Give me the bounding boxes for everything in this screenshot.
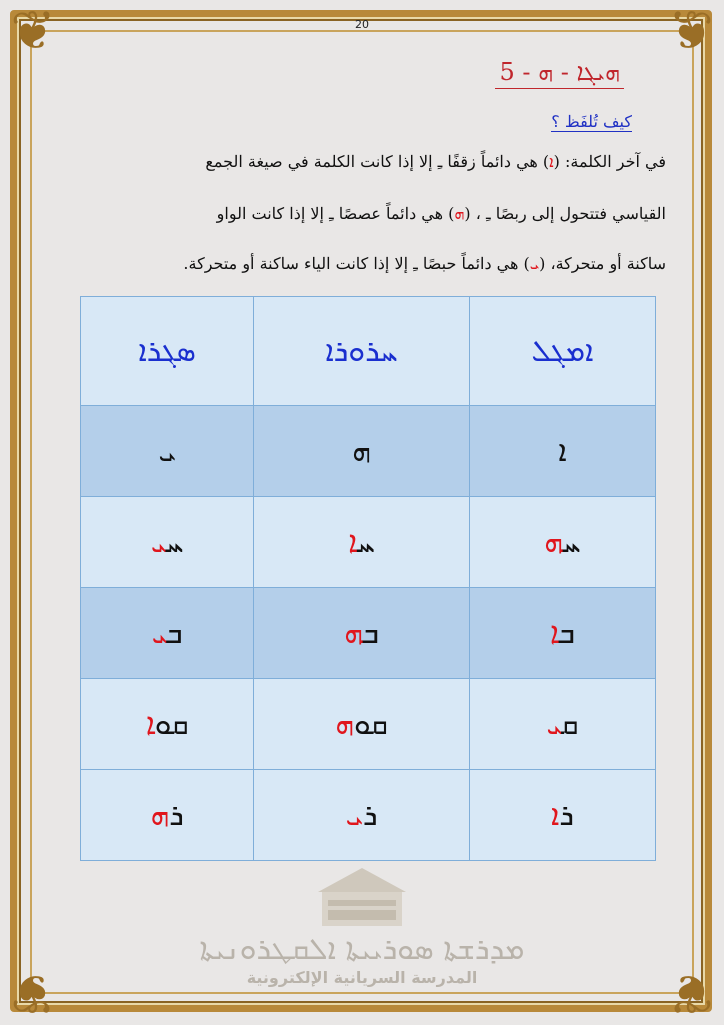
- table-cell: [254, 679, 470, 770]
- cell-ending: ܐ: [549, 615, 559, 651]
- paragraph-line: [58, 152, 666, 172]
- table-cell: [469, 588, 655, 679]
- table-header-cell: ܐܡܓܠ: [469, 297, 655, 406]
- cell-base: ܩ: [561, 706, 579, 742]
- table-cell: [469, 770, 655, 861]
- table-cell: [469, 679, 655, 770]
- table-cell: ܝ: [81, 406, 254, 497]
- cell-base: ܪ: [559, 797, 574, 833]
- table-row: [81, 497, 656, 588]
- footer-syriac-name: ܡܕܪܫܬܐ ܣܘܪܝܝܬܐ ܐܠܩܛܪܘܢܝܬܐ: [199, 932, 525, 967]
- letter-olaph: ܐ: [549, 152, 554, 171]
- table-header-row: [81, 297, 656, 406]
- table-row: [81, 679, 656, 770]
- cell-base: ܩܘ: [354, 706, 388, 742]
- paragraph-text: القياسي فتتحول إلى ربصًا ـِ ، (: [464, 204, 666, 223]
- cell-base: ܚ: [562, 524, 581, 560]
- cell-ending: ܗ: [544, 524, 563, 560]
- table-cell: [81, 679, 254, 770]
- paragraph-text: ) هي دائماً عصصًا ـِ إلا إذا كانت الواو: [216, 204, 455, 223]
- cell-ending: ܝ: [151, 615, 167, 651]
- table-cell: ܗ: [254, 406, 470, 497]
- table-cell: [254, 497, 470, 588]
- table-row: [81, 770, 656, 861]
- cell-ending: ܝ: [150, 524, 166, 560]
- ornament-corner-icon: ❦: [668, 962, 714, 1025]
- lesson-title: [495, 58, 624, 89]
- cell-ending: ܗ: [344, 615, 363, 651]
- cell-ending: ܐ: [145, 706, 155, 742]
- lesson-title-separator: -: [553, 58, 577, 86]
- ornament-corner-icon: ❦: [10, 0, 56, 62]
- table-cell: [81, 770, 254, 861]
- cell-base: ܒ: [362, 615, 380, 651]
- paragraph-text: ) هي دائماً حبصًا ـِ إلا إذا كانت الياء ساكنة أو متحركة.: [183, 254, 530, 273]
- table-cell: ܐ: [469, 406, 655, 497]
- letter-table: [80, 296, 656, 861]
- lesson-title-separator: -: [514, 58, 539, 86]
- cell-ending: ܐ: [550, 797, 560, 833]
- cell-base: ܚ: [165, 524, 184, 560]
- table-cell: [254, 770, 470, 861]
- letter-yudh: ܝ: [529, 254, 540, 273]
- table-row: [81, 588, 656, 679]
- school-logo-icon: [312, 862, 412, 930]
- table-header-cell: ܚܪܘܪܐ: [254, 297, 470, 406]
- cell-ending: ܝ: [345, 797, 363, 833]
- cell-ending: ܗ: [150, 797, 170, 833]
- cell-ending: ܗ: [335, 706, 355, 742]
- lesson-title-letter: ܗ: [538, 58, 554, 86]
- cell-base: ܪ: [169, 797, 184, 833]
- paragraph-text: ) هي دائماً زقفًا ـِ إلا إذا كانت الكلمة في صيغة الجمع: [205, 152, 550, 171]
- cell-base: ܒ: [558, 615, 576, 651]
- paragraph-line: [58, 254, 666, 274]
- page-number: 20: [355, 18, 369, 31]
- cell-ending: ܝ: [546, 706, 562, 742]
- table-header-cell: ܣܓܪܐ: [81, 297, 254, 406]
- ornament-corner-icon: ❦: [668, 0, 714, 62]
- table-cell: [254, 588, 470, 679]
- lesson-number: 5: [499, 58, 515, 86]
- footer-arabic-name: المدرسة السريانية الإلكترونية: [246, 968, 478, 987]
- letter-he: ܗ: [454, 204, 465, 223]
- paragraph-line: [58, 204, 666, 224]
- paragraph-text: ساكنة أو متحركة، (: [539, 254, 666, 273]
- table-cell: [469, 497, 655, 588]
- question-heading: كيف تُلفَظ ؟: [551, 112, 632, 131]
- table-cell: [81, 588, 254, 679]
- ornament-corner-icon: ❦: [10, 962, 56, 1025]
- cell-base: ܒ: [166, 615, 183, 651]
- paragraph-text: في آخر الكلمة: (: [553, 152, 666, 171]
- cell-ending: ܐ: [348, 524, 358, 560]
- cell-base: ܚ: [357, 524, 375, 560]
- table-cell: [81, 497, 254, 588]
- cell-base: ܩܘ: [154, 706, 189, 742]
- lesson-title-word: ܗܝܓܐ: [576, 58, 620, 86]
- table-row: [81, 406, 656, 497]
- cell-base: ܪ: [363, 797, 378, 833]
